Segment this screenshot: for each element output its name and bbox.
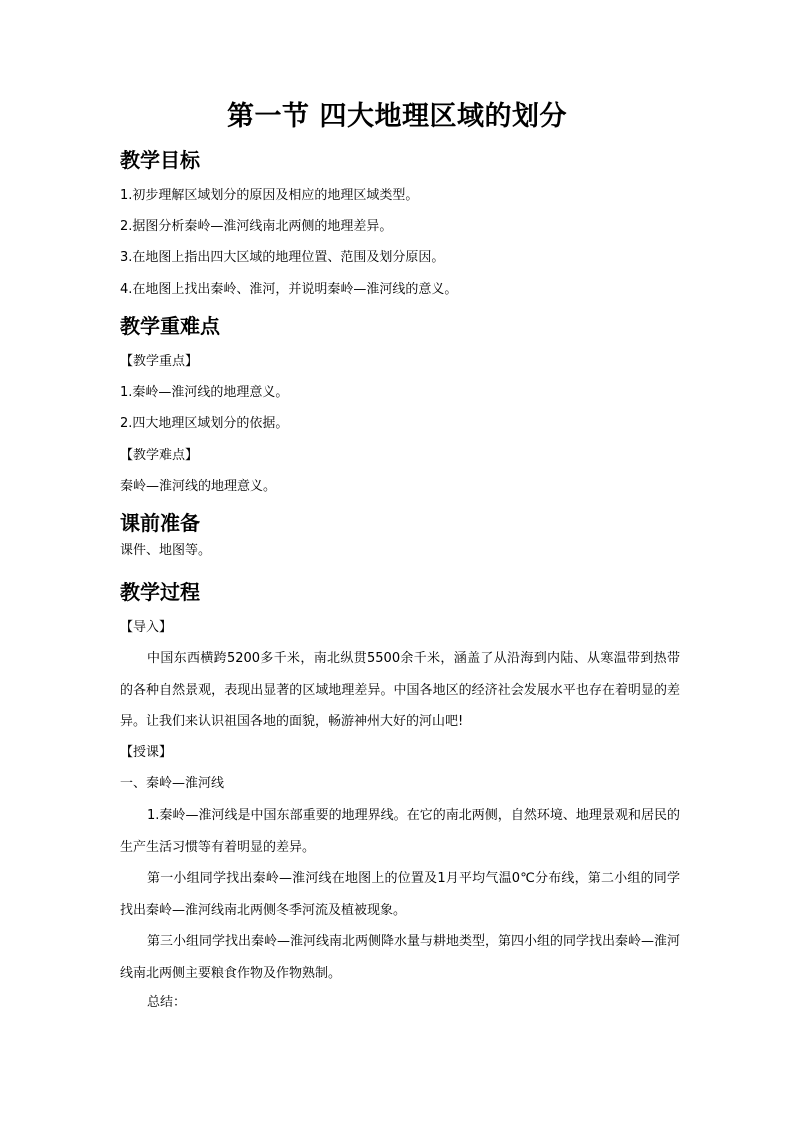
intro-label: 【导入】 [120,620,173,635]
objective-item-3: 3.在地图上指出四大区域的地理位置、范围及划分原因。 [120,250,445,265]
preparation-heading: 课前准备 [120,511,200,535]
objective-item-1: 1.初步理解区域划分的原因及相应的地理区域类型。 [120,188,419,203]
process-heading: 教学过程 [120,580,200,604]
lecture-label: 【授课】 [120,745,173,760]
body-paragraph-1: 1.秦岭—淮河线是中国东部重要的地理界线。在它的南北两侧，自然环境、地理景观和居民的生产生活习惯等有着明显的差异。 [120,808,680,855]
section-one-heading: 一、秦岭—淮河线 [120,776,225,791]
key-points-heading: 教学重难点 [120,314,220,338]
objectives-heading: 教学目标 [120,148,200,172]
page-title: 第一节 四大地理区域的划分 [227,101,567,132]
objective-item-2: 2.据图分析秦岭—淮河线南北两侧的地理差异。 [120,219,393,234]
objective-item-4: 4.在地图上找出秦岭、淮河，并说明秦岭—淮河线的意义。 [120,282,458,297]
key-points-label: 【教学重点】 [120,354,199,369]
key-point-item-1: 1.秦岭—淮河线的地理意义。 [120,385,289,400]
body-paragraph-2: 第一小组同学找出秦岭—淮河线在地图上的位置及1月平均气温0℃分布线，第二小组的同学找出秦岭—淮河线南北两侧冬季河流及植被现象。 [120,871,680,918]
difficulty-label: 【教学难点】 [120,448,199,463]
body-paragraph-3: 第三小组同学找出秦岭—淮河线南北两侧降水量与耕地类型，第四小组的同学找出秦岭—淮河线南北两侧主要粮食作物及作物熟制。 [120,934,681,981]
key-point-item-2: 2.四大地理区域划分的依据。 [120,416,289,431]
intro-paragraph: 中国东西横跨5200多千米，南北纵贯5500余千米，涵盖了从沿海到内陆、从寒温带到热带的各种自然景观，表现出显著的区域地理差异。中国各地区的经济社会发展水平也存在着明显的差异。让我们来认识祖国各地的面貌，畅游神州大好的河山吧! [120,651,680,729]
difficulty-text: 秦岭—淮河线的地理意义。 [120,479,277,494]
preparation-text: 课件、地图等。 [120,543,212,558]
summary-label: 总结： [147,995,187,1010]
